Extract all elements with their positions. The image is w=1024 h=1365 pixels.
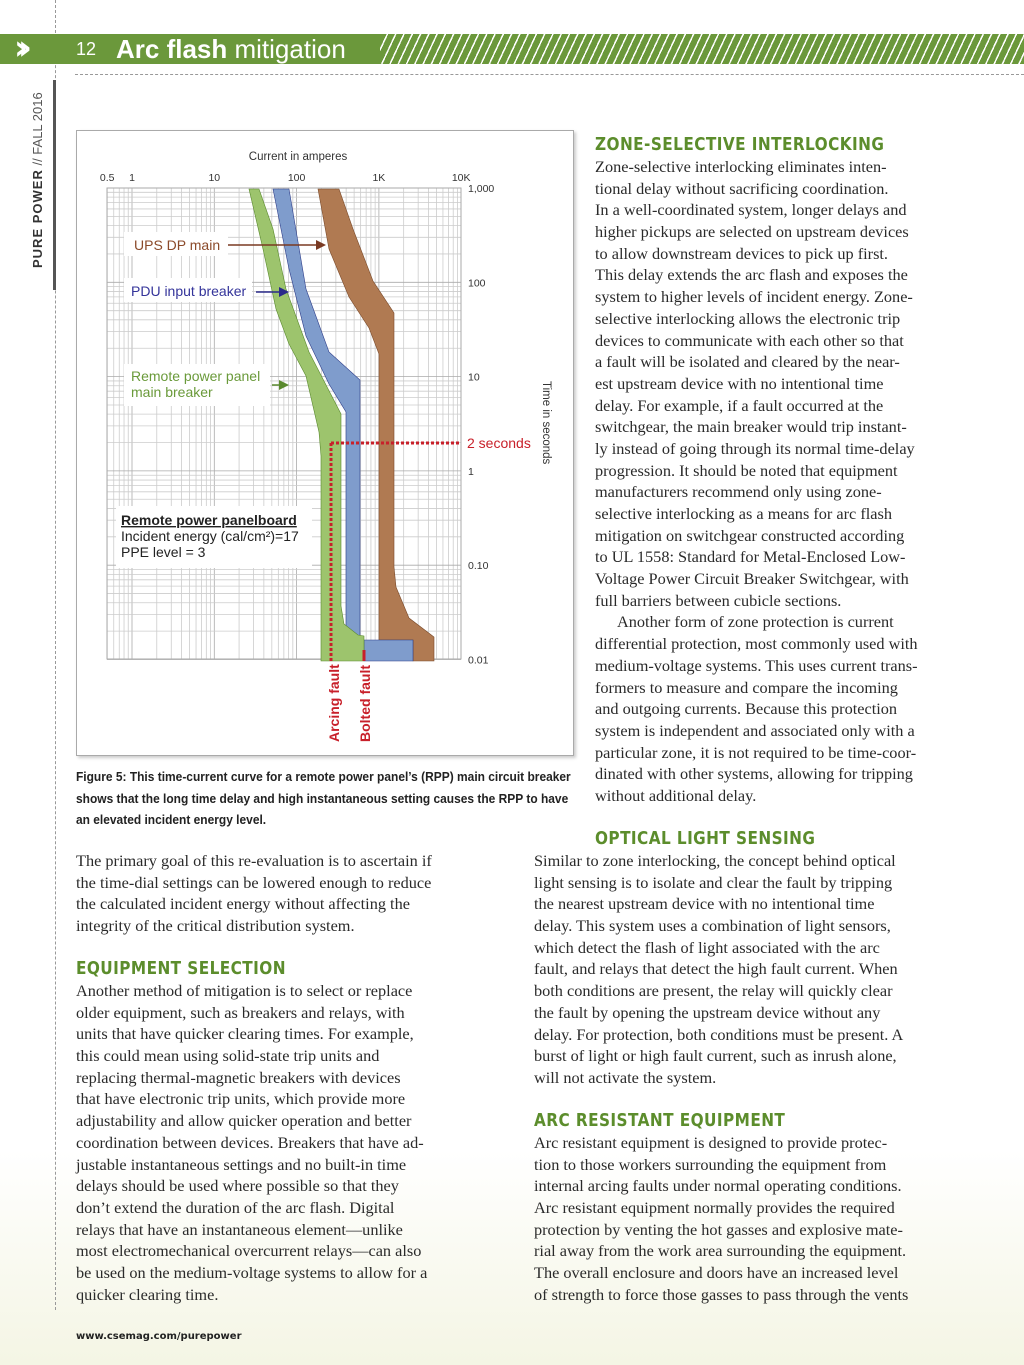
text-line: particular zone, it is not required to be time-coor- bbox=[595, 742, 917, 762]
x-tick-label: 10 bbox=[208, 172, 221, 184]
text-line: selective interlocking as a means for arc flash bbox=[595, 504, 893, 523]
text-line: delay. For protection, both conditions must be present. A bbox=[534, 1024, 904, 1044]
text-line: rial away from the work area surrounding the equipment. bbox=[534, 1241, 907, 1261]
text-line: burst of light or high fault current, such as inrush alone, bbox=[534, 1046, 897, 1066]
y-tick-label: 10 bbox=[468, 371, 480, 384]
text-line: the fault by opening the upstream device without any bbox=[534, 1002, 881, 1022]
text-line: be used on the medium-voltage systems to allow for a bbox=[76, 1262, 428, 1282]
text-line: This delay extends the arc flash and exposes the bbox=[595, 265, 908, 285]
text-line: and outgoing currents. Because this protection bbox=[595, 699, 898, 719]
text-line: Arc resistant equipment is designed to provide protec- bbox=[534, 1133, 888, 1152]
pdu-label: PDU input breaker bbox=[131, 283, 247, 299]
info-box-title: Remote power panelboard bbox=[121, 512, 297, 528]
equipment-selection-paragraph bbox=[76, 980, 427, 1305]
text-line: integrity of the critical distribution system. bbox=[76, 916, 355, 936]
y-tick-label: 1 bbox=[468, 465, 474, 478]
text-line: will not activate the system. bbox=[534, 1067, 717, 1087]
text-line: units that have quicker clearing times. For example, bbox=[76, 1024, 414, 1044]
text-line: to UL 1558: Standard for Metal-Enclosed Low- bbox=[595, 547, 906, 567]
text-line: Arc resistant equipment normally provides the required bbox=[534, 1198, 895, 1218]
text-line: both conditions are present, the relay will quickly clear bbox=[534, 981, 893, 1001]
text-line: formers to measure and compare the incoming bbox=[595, 677, 898, 697]
x-tick-label: 1 bbox=[129, 172, 135, 184]
text-line: progression. It should be noted that equipment bbox=[595, 460, 898, 480]
text-line: est upstream device with no intentional time bbox=[595, 373, 884, 393]
text-line: without additional delay. bbox=[595, 785, 757, 805]
text-line: devices to communicate with each other so that bbox=[595, 330, 904, 350]
optical-light-paragraph bbox=[534, 850, 903, 1089]
text-line: quicker clearing time. bbox=[76, 1284, 219, 1304]
double-chevron-right-icon: ›› bbox=[14, 28, 23, 68]
text-line: tional delay without sacrificing coordination. bbox=[595, 178, 889, 198]
text-line: Similar to zone interlocking, the concept behind optical bbox=[534, 851, 896, 870]
text-line: system to higher levels of incident energy. Zone- bbox=[595, 287, 913, 307]
text-line: fault, and relays that detect the high fault current. When bbox=[534, 959, 898, 979]
bolted-fault-label: Bolted fault bbox=[357, 665, 373, 742]
text-line: most electromechanical overcurrent relays—can also bbox=[76, 1241, 422, 1261]
y-tick-label: 0.01 bbox=[468, 654, 489, 667]
text-line: that have electronic trip units, which provide more bbox=[76, 1089, 406, 1109]
text-line: full barriers between cubicle sections. bbox=[595, 590, 842, 610]
text-line: The overall enclosure and doors have an increased level bbox=[534, 1263, 899, 1283]
text-line: justable instantaneous settings and no built-in time bbox=[76, 1154, 407, 1174]
text-line: internal arcing faults under normal operating conditions. bbox=[534, 1176, 902, 1196]
text-line: an elevated incident energy level. bbox=[76, 812, 267, 827]
issue-label: // FALL 2016 bbox=[30, 92, 45, 166]
text-line: The primary goal of this re-evaluation is to ascertain if bbox=[76, 851, 432, 870]
figure-caption bbox=[76, 766, 571, 831]
text-line: shows that the long time delay and high instantaneous setting causes the RPP to have bbox=[76, 790, 569, 806]
text-line: ly instead of going through its normal time-delay bbox=[595, 438, 915, 458]
text-line: delay. This system uses a combination of light sensors, bbox=[534, 916, 891, 936]
text-line: tion to those workers surrounding the equipment from bbox=[534, 1154, 887, 1174]
x-tick-label: 10K bbox=[451, 172, 471, 184]
two-seconds-label: 2 seconds bbox=[467, 435, 531, 451]
title-bold: Arc flash bbox=[116, 34, 228, 64]
x-tick-label: 1K bbox=[372, 172, 386, 184]
text-line: the calculated incident energy without affecting the bbox=[76, 894, 410, 914]
zone-selective-paragraph bbox=[595, 156, 918, 807]
text-line: Voltage Power Circuit Breaker Switchgear, with bbox=[595, 569, 909, 589]
text-line: Another form of zone protection is current bbox=[617, 612, 894, 632]
y-tick-label: 0.10 bbox=[468, 560, 489, 573]
publication-name: PURE POWER bbox=[30, 169, 45, 268]
text-line: coordination between devices. Breakers that have ad- bbox=[76, 1132, 424, 1152]
intro-paragraph bbox=[76, 850, 432, 937]
text-line: don’t extend the duration of the arc flash. Digital bbox=[76, 1197, 395, 1217]
text-line: protection by venting the hot gasses and explosive mate- bbox=[534, 1219, 903, 1239]
chart-grid bbox=[107, 188, 461, 660]
text-line: relays that have an instantaneous element—unlike bbox=[76, 1219, 403, 1239]
optical-light-heading: OPTICAL LIGHT SENSING bbox=[595, 828, 816, 849]
text-line: switchgear, the main breaker would trip instant- bbox=[595, 417, 907, 437]
footer-url[interactable]: www.csemag.com/purepower bbox=[76, 1331, 242, 1342]
text-line: medium-voltage systems. This uses current trans- bbox=[595, 655, 918, 675]
arc-resistant-paragraph bbox=[534, 1132, 908, 1306]
text-line: In a well-coordinated system, longer delays and bbox=[595, 200, 907, 220]
text-line: system is independent and associated only with a bbox=[595, 720, 915, 740]
text-line: to allow downstream devices to pick up first. bbox=[595, 243, 888, 263]
text-line: the time-dial settings can be lowered enough to reduce bbox=[76, 872, 432, 892]
text-line: replacing thermal-magnetic breakers with devices bbox=[76, 1067, 401, 1087]
y-tick-label: 1,000 bbox=[468, 183, 495, 195]
text-line: differential protection, most commonly used with bbox=[595, 634, 918, 654]
text-line: light sensing is to isolate and clear the fault by tripping bbox=[534, 872, 893, 892]
text-line: of strength to force those gasses to pass through the vents bbox=[534, 1284, 909, 1304]
y-tick-label: 100 bbox=[468, 277, 486, 290]
text-line: the nearest upstream device with no intentional time bbox=[534, 894, 875, 914]
zone-selective-heading: ZONE-SELECTIVE INTERLOCKING bbox=[595, 134, 885, 155]
text-line: manufacturers recommend only using zone- bbox=[595, 482, 882, 502]
ups-label: UPS DP main bbox=[134, 237, 221, 253]
title-light: mitigation bbox=[234, 34, 346, 64]
rpp-label-line1: Remote power panel bbox=[131, 368, 261, 384]
text-line: a fault will be isolated and cleared by the near- bbox=[595, 352, 900, 372]
text-line: this could mean using solid-state trip units and bbox=[76, 1046, 380, 1066]
text-line: mitigation on switchgear constructed according bbox=[595, 525, 905, 545]
text-line: delays should be used where possible so that they bbox=[76, 1176, 399, 1196]
text-line: Zone-selective interlocking eliminates inten- bbox=[595, 157, 887, 176]
y-axis-label: Time in seconds bbox=[540, 381, 552, 465]
text-line: dinated with other systems, allowing for tripping bbox=[595, 764, 913, 784]
arcing-fault-label: Arcing fault bbox=[326, 664, 342, 742]
text-line: Figure 5: This time-current curve for a remote power panel’s (RPP) main circuit breaker bbox=[76, 769, 571, 784]
text-line: higher pickups are selected on upstream devices bbox=[595, 222, 909, 242]
info-box-ppe: PPE level = 3 bbox=[121, 544, 206, 560]
text-line: selective interlocking allows the electronic trip bbox=[595, 308, 901, 328]
x-axis-label: Current in amperes bbox=[248, 151, 348, 163]
text-line: which detect the flash of light associated with the arc bbox=[534, 937, 880, 957]
x-tick-label: 100 bbox=[287, 172, 306, 184]
text-line: delay. For example, if a fault occurred at the bbox=[595, 395, 884, 415]
arc-resistant-heading: ARC RESISTANT EQUIPMENT bbox=[534, 1110, 786, 1131]
text-line: Another method of mitigation is to select or replace bbox=[76, 981, 413, 1000]
equipment-selection-heading: EQUIPMENT SELECTION bbox=[76, 958, 286, 979]
rpp-label-line2: main breaker bbox=[131, 384, 213, 400]
text-line: adjustability and allow quicker operation and better bbox=[76, 1111, 412, 1131]
x-tick-label: 0.5 bbox=[99, 172, 115, 184]
info-box-energy: Incident energy (cal/cm²)=17 bbox=[121, 528, 299, 544]
page-number: 12 bbox=[76, 39, 97, 59]
text-line: older equipment, such as breakers and relays, with bbox=[76, 1002, 405, 1022]
